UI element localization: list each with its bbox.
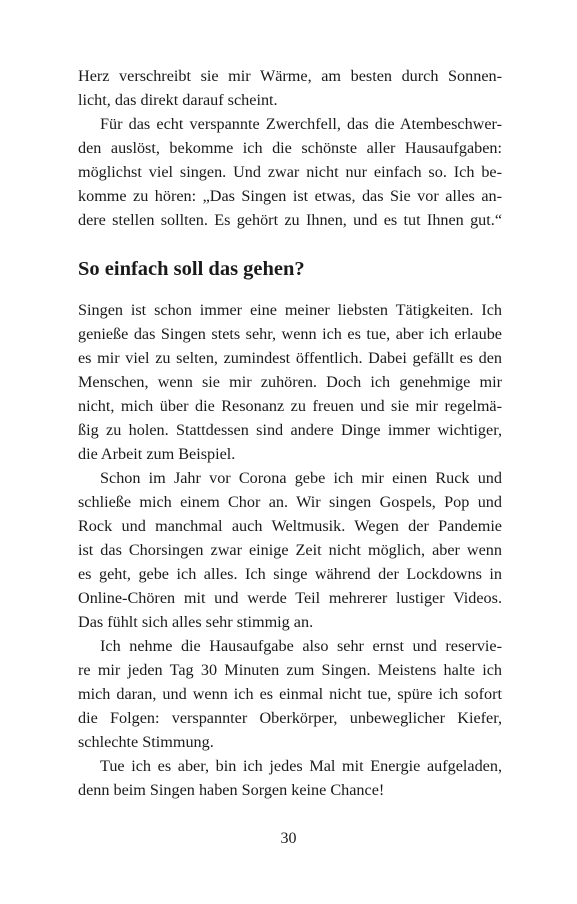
text-block-section (78, 298, 502, 802)
paragraph-line: Rock und manchmal auch Weltmusik. Wegen der Pandemie (78, 517, 502, 535)
text-block-top (78, 64, 502, 232)
paragraph-line: Herz verschreibt sie mir Wärme, am besten durch Sonnen- (78, 67, 502, 85)
paragraph-line: es geht, gebe ich alles. Ich singe während der Lockdowns in (78, 565, 502, 583)
section-heading: So einfach soll das gehen? (78, 258, 305, 280)
paragraph-line: Menschen, wenn sie mir zuhören. Doch ich genehmige mir (78, 373, 502, 391)
paragraph-line: Für das echt verspannte Zwerchfell, das die Atembeschwer- (100, 115, 502, 133)
paragraph-line: Tue ich es aber, bin ich jedes Mal mit Energie aufgeladen, (100, 757, 502, 775)
page-number: 30 (280, 830, 297, 847)
paragraph-line: re mir jeden Tag 30 Minuten zum Singen. Meistens halte ich (78, 661, 502, 679)
paragraph-line: mich daran, und wenn ich es einmal nicht tue, spüre ich sofort (78, 685, 502, 703)
paragraph-line: die Folgen: verspannter Oberkörper, unbeweglicher Kiefer, (78, 709, 502, 727)
paragraph-line: nicht, mich über die Resonanz zu freuen und sie mir regelmä- (78, 397, 502, 415)
paragraph-line: Online-Chören mit und werde Teil mehrerer lustiger Videos. (78, 589, 502, 607)
paragraph-line: ist das Chorsingen zwar einige Zeit nicht möglich, aber wenn (78, 541, 502, 559)
paragraph-line: denn beim Singen haben Sorgen keine Chance! (78, 781, 385, 799)
paragraph-line: dere stellen sollten. Es gehört zu Ihnen, und es tut Ihnen gut.“ (78, 211, 502, 229)
paragraph-line: es mir viel zu selten, zumindest öffentlich. Dabei gefällt es den (78, 349, 502, 367)
paragraph-line: die Arbeit zum Beispiel. (78, 445, 236, 463)
paragraph-line: ßig zu holen. Stattdessen sind andere Dinge immer wichtiger, (78, 421, 502, 439)
paragraph-line: genieße das Singen stets sehr, wenn ich es tue, aber ich erlaube (78, 325, 502, 343)
paragraph-line: Das fühlt sich alles sehr stimmig an. (78, 613, 314, 631)
paragraph-line: möglichst viel singen. Und zwar nicht nur einfach so. Ich be- (78, 163, 502, 181)
paragraph-line: schließe mich einem Chor an. Wir singen Gospels, Pop und (78, 493, 502, 511)
paragraph-line: Singen ist schon immer eine meiner liebsten Tätigkeiten. Ich (78, 301, 502, 319)
paragraph-line: licht, das direkt darauf scheint. (78, 91, 278, 109)
paragraph-line: Schon im Jahr vor Corona gebe ich mir einen Ruck und (100, 469, 502, 487)
paragraph-line: den auslöst, bekomme ich die schönste aller Hausaufgaben: (78, 139, 502, 157)
paragraph-line: Ich nehme die Hausaufgabe also sehr ernst und reservie- (100, 637, 502, 655)
paragraph-line: schlechte Stimmung. (78, 733, 214, 751)
paragraph-line: komme zu hören: „Das Singen ist etwas, das Sie vor alles an- (78, 187, 502, 205)
